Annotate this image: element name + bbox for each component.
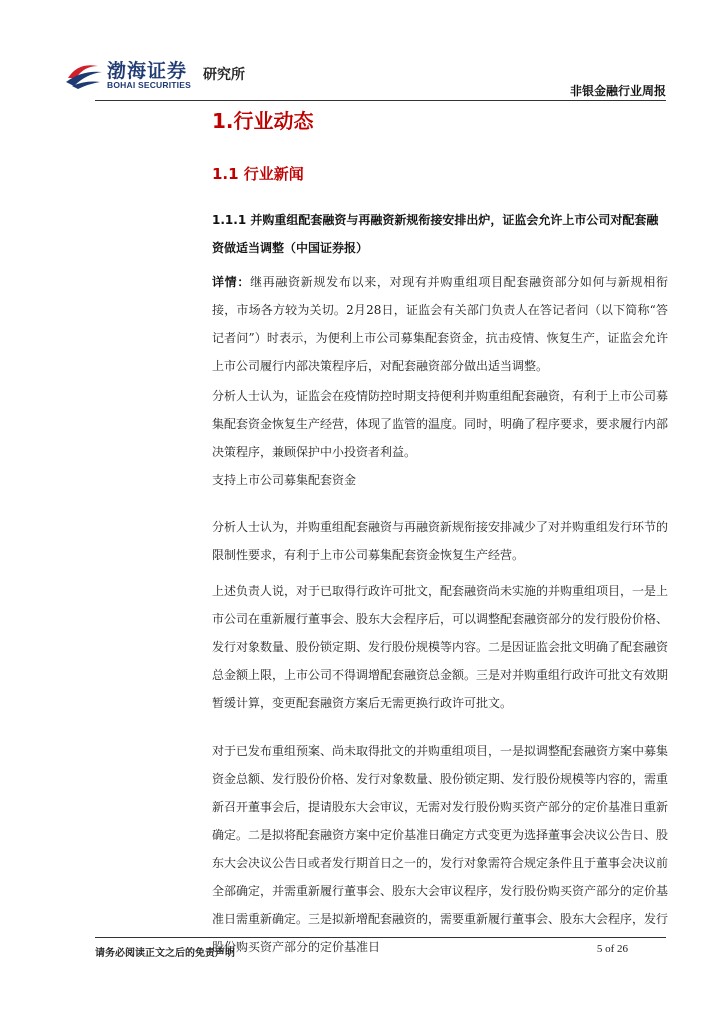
report-name: 非银金融行业周报 xyxy=(569,84,666,98)
bohai-logo-icon xyxy=(64,58,104,90)
subsection-heading: 1.1 行业新闻 xyxy=(212,165,304,183)
details-label: 详情： xyxy=(212,275,251,289)
paragraph-analysis-1: 分析人士认为，证监会在疫情防控时期支持便利并购重组配套融资，有利于上市公司募集配套资金恢复生产经营，体现了监管的温度。同时，明确了程序要求，要求履行内部决策程序，兼顾保护中小投资者利益。 xyxy=(212,389,669,459)
page-number: 5 of 26 xyxy=(596,943,628,955)
news-headline: 1.1.1 并购重组配套融资与再融资新规衔接安排出炉，证监会允许上市公司对配套融资做适当调整（中国证券报） xyxy=(212,213,659,255)
header-divider xyxy=(95,100,666,101)
paragraph-pending-projects: 对于已发布重组预案、尚未取得批文的并购重组项目，一是拟调整配套融资方案中募集资金总额、发行股份价格、发行对象数量、股份锁定期、发行股份规模等内容的，需重新召开董事会后，提请股东大会审议，无需对发行股份购买资产部分的定价基准日重新确定。二是拟将配套融资方案中定价基准日确定方式变更为选择董事会决议公告日、股东大会决议公告日或者发行期首日之一的，发行对象需符合规定条件且于董事会决议前全部确定，并需重新履行董事会、股东大会审议程序，发行股份购买资产部分的定价基准日需重新确定。三是拟新增配套融资的，需要重新履行董事会、股东大会程序，发行股份购买资产部分的定价基准日 xyxy=(212,744,669,954)
paragraph-subtitle: 支持上市公司募集配套资金 xyxy=(212,473,357,487)
section-heading: 1.行业动态 xyxy=(212,109,314,133)
footer-disclaimer: 请务必阅读正文之后的免责声明 xyxy=(95,948,235,959)
logo-english-name: BOHAI SECURITIES xyxy=(107,80,191,90)
department-label: 研究所 xyxy=(203,67,245,83)
logo-chinese-name: 渤海证券 xyxy=(107,60,188,82)
page-header xyxy=(0,0,724,110)
paragraph-analysis-2: 分析人士认为，并购重组配套融资与再融资新规衔接安排减少了对并购重组发行环节的限制性要求，有利于上市公司募集配套资金恢复生产经营。 xyxy=(212,520,669,562)
paragraph-details xyxy=(212,268,668,380)
details-text: 继再融资新规发布以来，对现有并购重组项目配套融资部分如何与新规相衔接，市场各方较为关切。2月28日，证监会有关部门负责人在答记者问（以下简称“答记者问”）时表示，为便利上市公司募集配套资金，抗击疫情、恢复生产，证监会允许上市公司履行内部决策程序后，对配套融资部分做出适当调整。 xyxy=(212,275,668,373)
footer-divider xyxy=(95,937,666,938)
paragraph-approved-projects: 上述负责人说，对于已取得行政许可批文，配套融资尚未实施的并购重组项目，一是上市公司在重新履行董事会、股东大会程序后，可以调整配套融资部分的发行股份价格、发行对象数量、股份锁定期、发行股份规模等内容。二是因证监会批文明确了配套融资总金额上限，上市公司不得调增配套融资总金额。三是对并购重组行政许可批文有效期暂缓计算，变更配套融资方案后无需更换行政许可批文。 xyxy=(212,584,669,710)
